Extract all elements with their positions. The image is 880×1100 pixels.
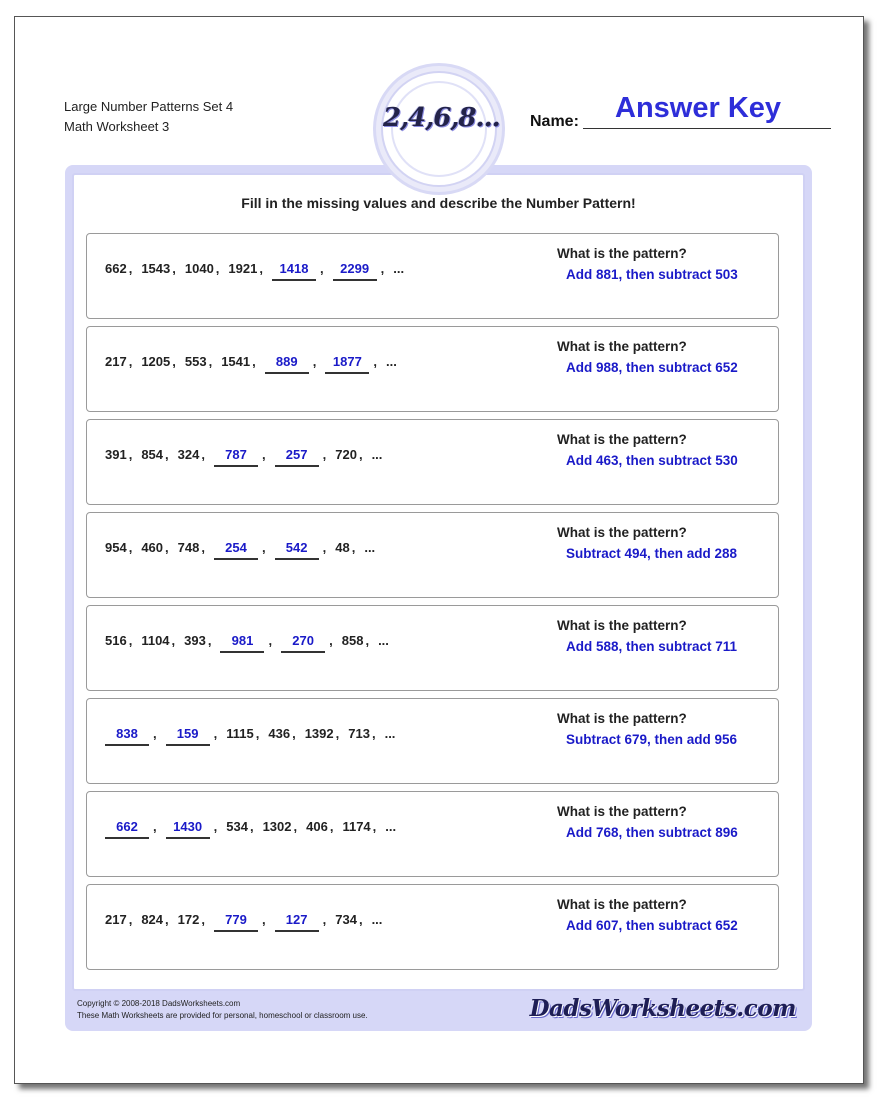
copyright: Copyright © 2008-2018 DadsWorksheets.com [77,999,241,1008]
sequence-term: 1040 [184,261,214,276]
answer-blank: 257 [275,447,319,467]
comma-separator: , [171,633,176,648]
sequence-term: ... [385,819,397,834]
sequence-term: ... [384,726,396,741]
worksheet-title: Large Number Patterns Set 4 [64,99,234,114]
sequence-term: ... [371,912,383,927]
sequence-term: ... [393,261,405,276]
comma-separator: , [165,540,169,555]
sequence-term: 324 [177,447,200,462]
sequence-term: 391 [105,447,127,462]
sequence-term: 516 [105,633,127,648]
sequence-term: ... [371,447,383,462]
comma-separator: , [373,354,377,369]
title-block [64,97,233,137]
pattern-question: What is the pattern? [557,618,687,633]
comma-separator: , [365,633,370,648]
comma-separator: , [268,633,273,648]
comma-separator: , [201,912,205,927]
comma-separator: , [165,912,169,927]
answer-blank: 127 [275,912,319,932]
pattern-answer: Add 588, then subtract 711 [566,639,738,654]
answer-blank: 981 [220,633,264,653]
answer-blank: 2299 [333,261,377,281]
name-label: Name: [530,113,579,130]
answer-blank: 1430 [166,819,210,839]
comma-separator: , [358,447,363,462]
number-sequence [105,540,377,562]
number-sequence [105,447,384,469]
comma-separator: , [261,912,266,927]
answer-blank: 159 [166,726,210,746]
sequence-term: 217 [105,912,127,927]
sequence-term: 713 [348,726,370,741]
sequence-term: 662 [105,261,127,276]
comma-separator: , [380,261,385,276]
answer-blank: 254 [214,540,258,560]
sequence-term: 854 [141,447,164,462]
comma-separator: , [128,633,133,648]
comma-separator: , [261,540,266,555]
problem-box [86,233,779,319]
problem-box [86,791,779,877]
comma-separator: , [201,447,205,462]
comma-separator: , [319,261,324,276]
pattern-answer: Subtract 494, then add 288 [566,546,738,561]
comma-separator: , [213,819,218,834]
comma-separator: , [293,819,298,834]
problem-box [86,698,779,784]
pattern-question: What is the pattern? [557,432,687,447]
number-sequence [105,819,398,841]
comma-separator: , [312,354,317,369]
comma-separator: , [201,540,205,555]
comma-separator: , [207,633,212,648]
comma-separator: , [322,912,327,927]
sequence-term: 1174 [342,819,371,834]
comma-separator: , [292,726,296,741]
sequence-term: 748 [177,540,200,555]
pattern-answer: Subtract 679, then add 956 [566,732,738,747]
sequence-term: ... [386,354,397,369]
comma-separator: , [153,819,157,834]
sequence-term: 858 [341,633,364,648]
answer-blank: 779 [214,912,258,932]
problem-box [86,884,779,970]
pattern-answer: Add 607, then subtract 652 [566,918,738,933]
comma-separator: , [329,819,334,834]
footer-text [77,998,368,1022]
answer-blank: 838 [105,726,149,746]
comma-separator: , [252,354,256,369]
sequence-term: 460 [141,540,164,555]
comma-separator: , [259,261,263,276]
answer-key-label: Answer Key [615,92,782,124]
pattern-answer: Add 988, then subtract 652 [566,360,738,375]
comma-separator: , [322,540,327,555]
pattern-question: What is the pattern? [557,246,687,261]
sequence-term: 954 [105,540,127,555]
problem-box [86,605,779,691]
logo-text: 2,4,6,8... [383,103,500,133]
answer-blank: 1877 [325,354,369,374]
worksheet-subtitle: Math Worksheet 3 [64,119,170,134]
comma-separator: , [165,447,169,462]
problem-panel-inner [72,173,805,991]
pattern-question: What is the pattern? [557,339,687,354]
pattern-answer: Add 463, then subtract 530 [566,453,738,468]
comma-separator: , [322,447,327,462]
instructions: Fill in the missing values and describe the Number Pattern! [241,195,636,211]
number-sequence [105,261,406,283]
sequence-term: ... [364,540,376,555]
answer-blank: 787 [214,447,258,467]
comma-separator: , [128,261,133,276]
pattern-question: What is the pattern? [557,897,687,912]
sequence-term: 1543 [141,261,171,276]
comma-separator: , [172,354,176,369]
comma-separator: , [261,447,266,462]
sequence-term: 1921 [228,261,258,276]
sequence-term: 217 [105,354,127,369]
comma-separator: , [128,540,133,555]
sequence-term: 393 [184,633,206,648]
pattern-question: What is the pattern? [557,711,687,726]
sequence-term: 1205 [141,354,171,369]
sequence-logo [381,71,500,187]
pattern-question: What is the pattern? [557,804,687,819]
comma-separator: , [172,261,176,276]
answer-blank: 1418 [272,261,316,281]
sequence-term: 48 [335,540,350,555]
sequence-term: 553 [184,354,207,369]
answer-blank: 542 [275,540,319,560]
comma-separator: , [153,726,157,741]
sequence-term: 1392 [304,726,334,741]
problem-box [86,512,779,598]
sequence-term: 1302 [262,819,292,834]
brand-logo: DadsWorksheets.com [529,995,796,1022]
comma-separator: , [128,354,133,369]
problem-box [86,419,779,505]
sequence-term: 534 [226,819,248,834]
pattern-answer: Add 881, then subtract 503 [566,267,738,282]
sequence-term: 734 [335,912,357,927]
sequence-term: ... [378,633,389,648]
comma-separator: , [371,726,376,741]
comma-separator: , [255,726,260,741]
comma-separator: , [128,447,133,462]
comma-separator: , [372,819,377,834]
comma-separator: , [329,633,333,648]
comma-separator: , [335,726,340,741]
comma-separator: , [213,726,218,741]
sequence-term: 1115 [226,726,254,741]
comma-separator: , [128,912,133,927]
sequence-term: 824 [141,912,164,927]
name-line [583,128,831,129]
sequence-term: 406 [306,819,328,834]
answer-blank: 662 [105,819,149,839]
problem-panel [65,165,812,1031]
comma-separator: , [249,819,254,834]
number-sequence [105,633,391,655]
sequence-term: 436 [268,726,291,741]
answer-blank: 889 [265,354,309,374]
sequence-term: 172 [177,912,200,927]
sequence-term: 720 [335,447,357,462]
sequence-term: 1541 [221,354,251,369]
comma-separator: , [358,912,363,927]
pattern-question: What is the pattern? [557,525,687,540]
sequence-term: 1104 [141,633,170,648]
number-sequence [105,912,384,934]
worksheet-page [14,16,864,1084]
comma-separator: , [215,261,220,276]
usage-notice: These Math Worksheets are provided for personal, homeschool or classroom use. [77,1011,368,1020]
problem-box [86,326,779,412]
number-sequence [105,726,397,748]
comma-separator: , [351,540,356,555]
answer-blank: 270 [281,633,325,653]
comma-separator: , [208,354,213,369]
number-sequence [105,354,399,376]
pattern-answer: Add 768, then subtract 896 [566,825,738,840]
